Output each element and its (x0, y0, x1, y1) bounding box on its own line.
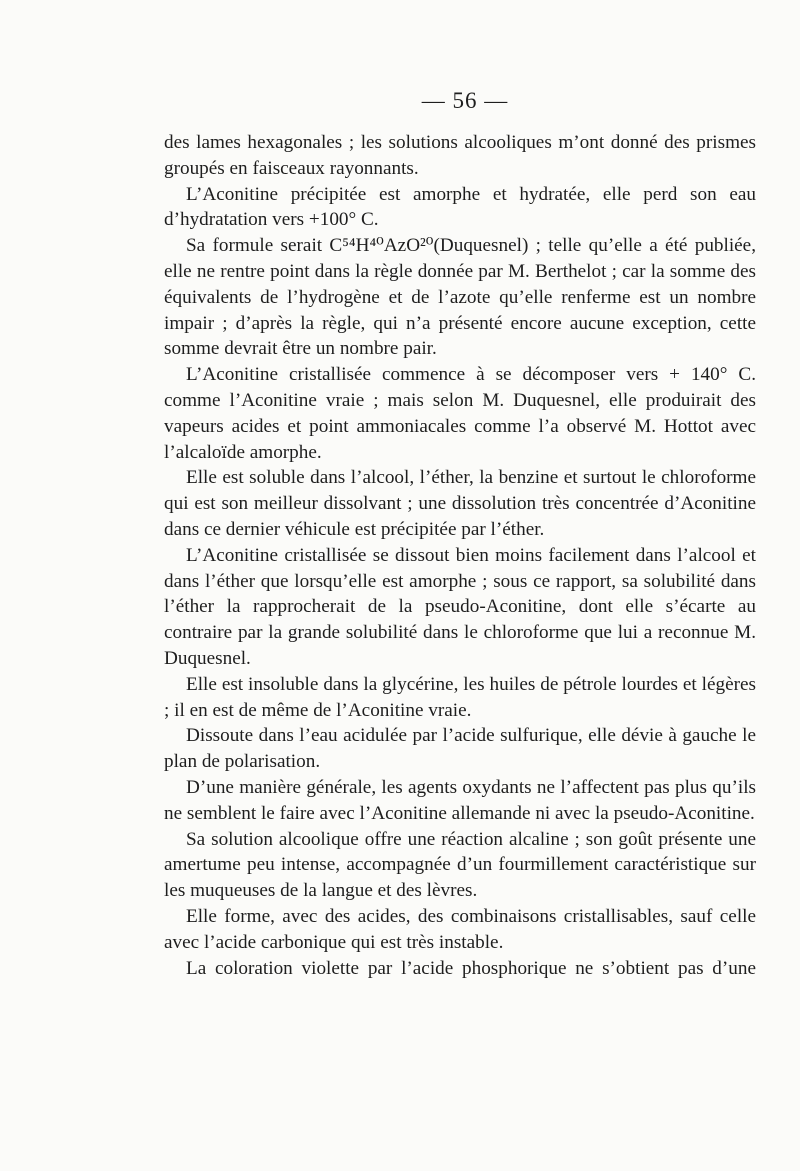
paragraph-1: des lames hexagonales ; les solutions alcooliques m’ont donné des prismes groupés en faisceaux rayonnants. (164, 132, 756, 179)
paragraph-12: La coloration violette par l’acide phosphorique ne s’obtient pas d’une (186, 957, 756, 979)
paragraph-6: L’Aconitine cristallisée se dissout bien moins facilement dans l’alcool et dans l’éther que lorsqu’elle est amorphe ; sous ce rapport, sa solubilité dans l’éther la rapprocherait de la pseudo-Aconitine, dont elle s’écarte au contraire par la grande solubilité dans le chloroforme que lui a reconnue M. Duquesnel. (164, 544, 756, 669)
paragraph-7: Elle est insoluble dans la glycérine, les huiles de pétrole lourdes et légères ; il en est de même de l’Aconitine vraie. (164, 673, 756, 721)
paragraph-10: Sa solution alcoolique offre une réaction alcaline ; son goût présente une amertume peu intense, accompagnée d’un fourmillement caractéristique sur les muqueuses de la langue et des lèvres. (164, 828, 756, 902)
paragraph-9: D’une manière générale, les agents oxydants ne l’affectent pas plus qu’ils ne semblent le faire avec l’Aconitine allemande ni avec la pseudo-Aconitine. (164, 776, 756, 824)
paragraph-2: L’Aconitine précipitée est amorphe et hydratée, elle perd son eau d’hydratation vers +100° C. (164, 183, 756, 231)
paragraph-3: Sa formule serait C⁵⁴H⁴⁰AzO²⁰(Duquesnel) ; telle qu’elle a été publiée, elle ne rentre point dans la règle donnée par M. Berthelot ; car la somme des équivalents de l’hydrogène et de l’azote qu’elle renferme est un nombre impair ; d’après la règle, qui n’a présenté encore aucune exception, cette somme devrait être un nombre pair. (164, 235, 756, 360)
paragraph-11: Elle forme, avec des acides, des combinaisons cristallisables, sauf celle avec l’acide carbonique qui est très instable. (164, 905, 756, 953)
paragraph-5: Elle est soluble dans l’alcool, l’éther, la benzine et surtout le chloroforme qui est son meilleur dissolvant ; une dissolution très concentrée d’Aconitine dans ce dernier véhicule est précipitée par l’éther. (164, 467, 756, 540)
page-number: — 56 — (421, 88, 509, 113)
paragraph-4: L’Aconitine cristallisée commence à se décomposer vers + 140° C. comme l’Aconitine vraie ; mais selon M. Duquesnel, elle produirait des vapeurs acides et point ammoniacales comme l’a observé M. Hottot avec l’alcaloïde amorphe. (164, 364, 756, 463)
paragraph-8: Dissoute dans l’eau acidulée par l’acide sulfurique, elle dévie à gauche le plan de polarisation. (164, 725, 756, 773)
body-text (164, 130, 756, 981)
